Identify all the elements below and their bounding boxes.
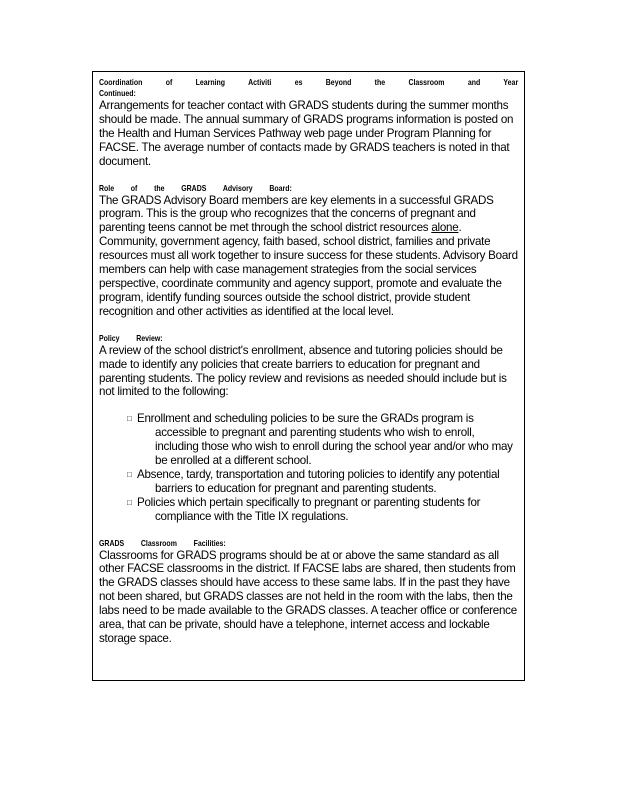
list-item	[116, 496, 518, 524]
section-body	[99, 194, 518, 319]
section-heading: Coordination of Learning Activiti es Beyond the Classroom and Year	[99, 77, 519, 87]
list-item-text: Policies which pertain specifically to pregnant or parenting students for compliance with the Title IX regulations.	[137, 495, 481, 523]
section-body: Arrangements for teacher contact with GRADS students during the summer months should be made. The annual summary of GRADS programs information is posted on the Health and Human Services Pathway web page under Program Planning for FACSE. The average number of contacts made by GRADS teachers is noted in that document.	[99, 99, 514, 168]
square-bullet-icon: □	[127, 469, 132, 479]
spacer	[99, 524, 518, 538]
section-coordination	[99, 77, 518, 169]
section-heading: GRADS Classroom Facilities:	[99, 537, 226, 548]
section-policy-review	[99, 333, 518, 524]
body-text: . Community, government agency, faith based, school district, families and private resources must all work together to insure success for these students. Advisory Board members can help with case management strategies from the social services perspective, coordinate community and agency support, promote and evaluate the program, identify funding sources outside the school district, provide student recognition and other activities as identified at the local level.	[99, 221, 518, 318]
underlined-word: alone	[431, 221, 459, 235]
section-heading: Policy Review:	[99, 332, 163, 343]
section-body: Classrooms for GRADS programs should be at or above the same standard as all other FACSE classrooms in the district. If FACSE labs are shared, then students from the GRADS classes should have access to these same labs. If in the past they have not been shared, but GRADS classes are not held in the room with the labs, then the labs need to be made available to the GRADS classes. A teacher office or conference area, that can be private, should have a telephone, internet access and lockable storage space.	[99, 548, 517, 645]
document-page	[92, 71, 525, 681]
square-bullet-icon: □	[127, 414, 132, 424]
list-item	[116, 468, 518, 496]
spacer	[99, 169, 518, 183]
list-item	[116, 412, 518, 468]
list-item-text: Enrollment and scheduling policies to be sure the GRADs program is accessible to pregnant and parenting students who wish to enroll, including those who wish to enroll during the school year and/or who may be enrolled at a different school.	[137, 412, 513, 468]
list-item-text: Absence, tardy, transportation and tutoring policies to identify any potential barriers to education for pregnant and parenting students.	[137, 467, 500, 495]
section-facilities	[99, 538, 518, 646]
section-body: A review of the school district's enrollment, absence and tutoring policies should be made to identify any policies that create barriers to education for pregnant and parenting students. The policy review and revisions as needed should include but is not limited to the following:	[99, 343, 507, 399]
policy-bullet-list	[99, 412, 518, 523]
square-bullet-icon: □	[127, 497, 132, 507]
body-text: The GRADS Advisory Board members are key elements in a successful GRADS program. This is the group who recognizes that the concerns of pregnant and parenting teens cannot be met through the school district resources	[99, 193, 494, 235]
section-advisory-board	[99, 183, 518, 319]
spacer	[99, 399, 518, 412]
section-heading-continued: Continued:	[99, 88, 136, 98]
spacer	[99, 319, 518, 333]
section-heading: Role of the GRADS Advisory Board:	[99, 182, 292, 193]
